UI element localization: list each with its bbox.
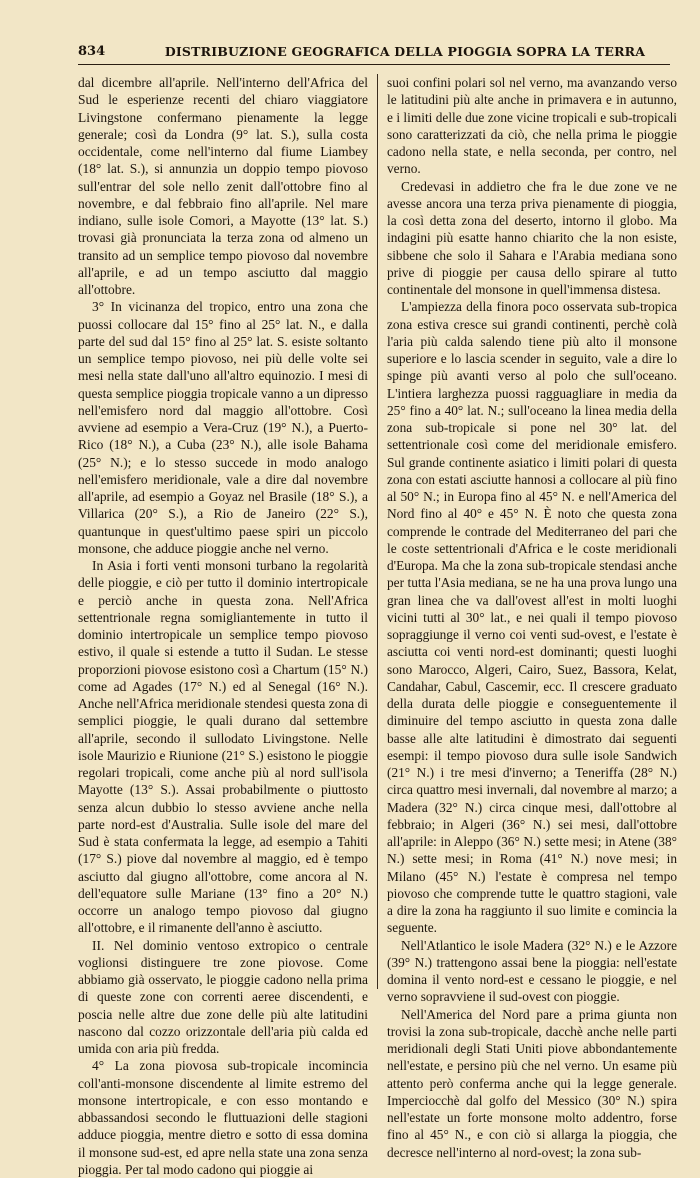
paragraph: 3° In vicinanza del tropico, entro una zona che puossi collocare dal 15° fino al 25° lat. N., e dalla parte del sud dal 15° fino al 25° lat. S. esiste soltanto un semplice tempo piovoso, nei più delle volte sei mesi nella state dall'uno all'altro equinozio. I mesi di questa semplice pioggia tropicale vanno a un dipresso nell'emisfero nord dal maggio all'ottobre. Così avviene ad esempio a Vera-Cruz (19° N.), a Puerto-Rico (18° N.), a Cuba (23° N.), alle isole Bahama (25° N.); e lo stesso succede in modo analogo nell'emisfero meridionale, vale a dire dal novembre all'aprile, ad esempio a Goyaz nel Brasile (18° S.), a Villarica (20° S.), a Rio de Janeiro (22° S.), quantunque in quest'ultimo paese spiri un piccolo monsone, che adduce pioggie anche nel verno. xyxy=(78,299,368,556)
paragraph: L'ampiezza della finora poco osservata sub-tropica zona estiva cresce sui grandi continenti, perchè colà l'aria più calda salendo tiene più alto il monsone superiore e lo lascia scender in seguito, vale a dire lo spinge più avanti verso al polo che sull'oceano. L'intiera larghezza puossi ragguagliare in media da 25° fino a 40° lat. N.; sull'oceano la linea media della zona sub-tropicale si pone nel 30° lat. del settentrionale così come del meridionale emisfero. Sul grande continente asiatico i limiti polari di questa zona con estati asciutte hannosi a collocare al più fino al 50° N.; in Europa fino al 45° N. e nell'America del Nord fino al 40° e 45° N. È noto che questa zona comprende le contrade del Mediterraneo del pari che le coste settentrionali d'Africa e le coste meridionali d'Europa. Ma che la zona sub-tropicale stendasi anche per tutta l'Asia mediana, se ne ha una prova lungo una gran linea che va dall'ovest all'est in molti luoghi vicini tutti al 30° lat., e nei quali il tempo piovoso sopraggiunge il verno coi venti sud-ovest, e l'estate è asciutta coi venti nord-est dominanti; questi luoghi sono Marocco, Algeri, Cairo, Suez, Bassora, Kelat, Candahar, Cabul, Cascemir, ecc. Il crescere graduato della durata delle pioggie e conseguentemente il diminuire del tempo asciutto in questa zona dalle basse alle alte latitudini è dimostrato dai seguenti esempi: il tempo piovoso dura sulle isole Sandwich (21° N.) i tre mesi d'inverno; a Teneriffa (28° N.) circa quattro mesi invernali, dal novembre al marzo; a Madera (32° N.) circa cinque mesi, dall'ottobre al febbraio; in Algeri (36° N.) sei mesi, dall'ottobre all'aprile: in Aleppo (36° N.) sette mesi; in Atene (38° N.) sette mesi; in Roma (41° N.) nove mesi; in Milano (45° N.) l'estate è compresa nel tempo piovoso che comprende tutte le quattro stagioni, vale a dire la zona ha raggiunto il suo limite e comincia la seguente. xyxy=(387,299,677,936)
paragraph: Nell'America del Nord pare a prima giunta non trovisi la zona sub-tropicale, dacchè anche nelle parti meridionali degli Stati Uniti piove abbondantemente nell'estate, e persino più che nel verno. Un esame più attento però conferma anche qui la legge generale. Imperciocchè dal golfo del Messico (30° N.) spira nell'estate un forte monsone molto addentro, forse fino al 45° N., e con ciò si allarga la pioggia, che decresce nell'interno al nord-ovest; la zona sub- xyxy=(387,1006,677,1160)
text-columns xyxy=(78,74,677,1177)
left-column xyxy=(78,74,368,1178)
paragraph: II. Nel dominio ventoso extropico o centrale voglionsi distinguere tre zone piovose. Come abbiamo già osservato, le pioggie cadono nella prima di queste zone con correnti aeree discendenti, e poscia nelle altre due zone delle più alte latitudini nascono dal cozzo orizzontale dell'aria più calda ed umida con aria più fredda. xyxy=(78,937,368,1056)
paragraph: In Asia i forti venti monsoni turbano la regolarità delle pioggie, e ciò per tutto il dominio intertropicale e perciò anche in questa zona. Nell'Africa settentrionale regna somigliantemente in tutto il dominio intertropicale un semplice tempo piovoso estivo, il quale si estende a tutto il Sudan. Le stesse proporzioni piovose esistono così a Chartum (15° N.) come ad Agades (17° N.) ed al Senegal (16° N.). Anche nell'Africa meridionale stendesi questa zona di semplici pioggie, le quali durano dal settembre all'aprile, secondo il sullodato Livingstone. Nelle isole Maurizio e Riunione (21° S.) esistono le pioggie regolari tropicali, come anche più al nord sull'isola Mayotte (13° S.). Assai probabilmente o piuttosto senza alcun dubbio lo stesso avviene anche nella parte nord-est d'Australia. Sulle isole del mare del Sud è stata confermata la legge, ad esempio a Tahiti (17° S.) piove dal novembre al maggio, ed è tempo asciutto dal giugno all'ottobre, come ancora al N. dell'equatore sulle Mariane (13° fino a 20° N.) occorre un analogo tempo piovoso dal giugno all'ottobre, e il rimanente dell'anno è asciutto. xyxy=(78,558,368,936)
paragraph: Credevasi in addietro che fra le due zone ve ne avesse ancora una terza priva pienamente di pioggia, la così detta zona del deserto, intorno il globo. Ma indagini più esatte hanno chiarito che la non esiste, sibbene che solo il Sahara e l'Arabia mediana sono prive di pioggie per causa dello spirare al tutto continentale del monsone in quell'immensa distesa. xyxy=(387,178,677,297)
right-column xyxy=(387,74,677,1161)
page-number: 834 xyxy=(78,44,106,59)
page-header xyxy=(78,42,670,65)
running-title: DISTRIBUZIONE GEOGRAFICA DELLA PIOGGIA SOPRA LA TERRA xyxy=(164,44,646,59)
column-divider xyxy=(377,74,378,989)
paragraph: 4° La zona piovosa sub-tropicale incomincia coll'anti-monsone discendente al limite estremo del monsone intertropicale, e con esso montando e abbassandosi secondo le fluttuazioni delle stagioni adduce pioggia, mentre dietro e sotto di essa domina il monsone sud-est, ed apre nella state una zona senza pioggia. Per tal modo cadono qui pioggie ai xyxy=(78,1058,368,1177)
paragraph: Nell'Atlantico le isole Madera (32° N.) e le Azzore (39° N.) trattengono assai bene la pioggia: nell'estate domina il vento nord-est e cessano le pioggie, e nel verno sopravviene il sud-ovest con pioggie. xyxy=(387,937,677,1005)
paragraph: suoi confini polari sol nel verno, ma avanzando verso le latitudini più alte anche in primavera e in autunno, e i limiti delle due zone vicine tropicali e sub-tropicali sono caratterizzati da ciò, che nella prima le pioggie cadono nella state, e nella seconda, per contro, nel verno. xyxy=(387,75,677,177)
paragraph: dal dicembre all'aprile. Nell'interno dell'Africa del Sud le esperienze recenti del chiaro viaggiatore Livingstone confermano pienamente la legge generale; così da Londra (9° lat. S.), sulla costa occidentale, come nell'interno dal fiume Liambey (18° lat. S.), si annunzia un doppio tempo piovoso sull'entrar del sole nello zenit dall'ottobre fino al novembre, e dal febbraio fino all'aprile. Nel mare indiano, sulle isole Comori, a Mayotte (13° lat. S.) trovasi già pronunciata la terza zona od almeno un transito ad un semplice tempo piovoso dal novembre all'aprile, e ad un tempo asciutto dal maggio all'ottobre. xyxy=(78,75,368,297)
